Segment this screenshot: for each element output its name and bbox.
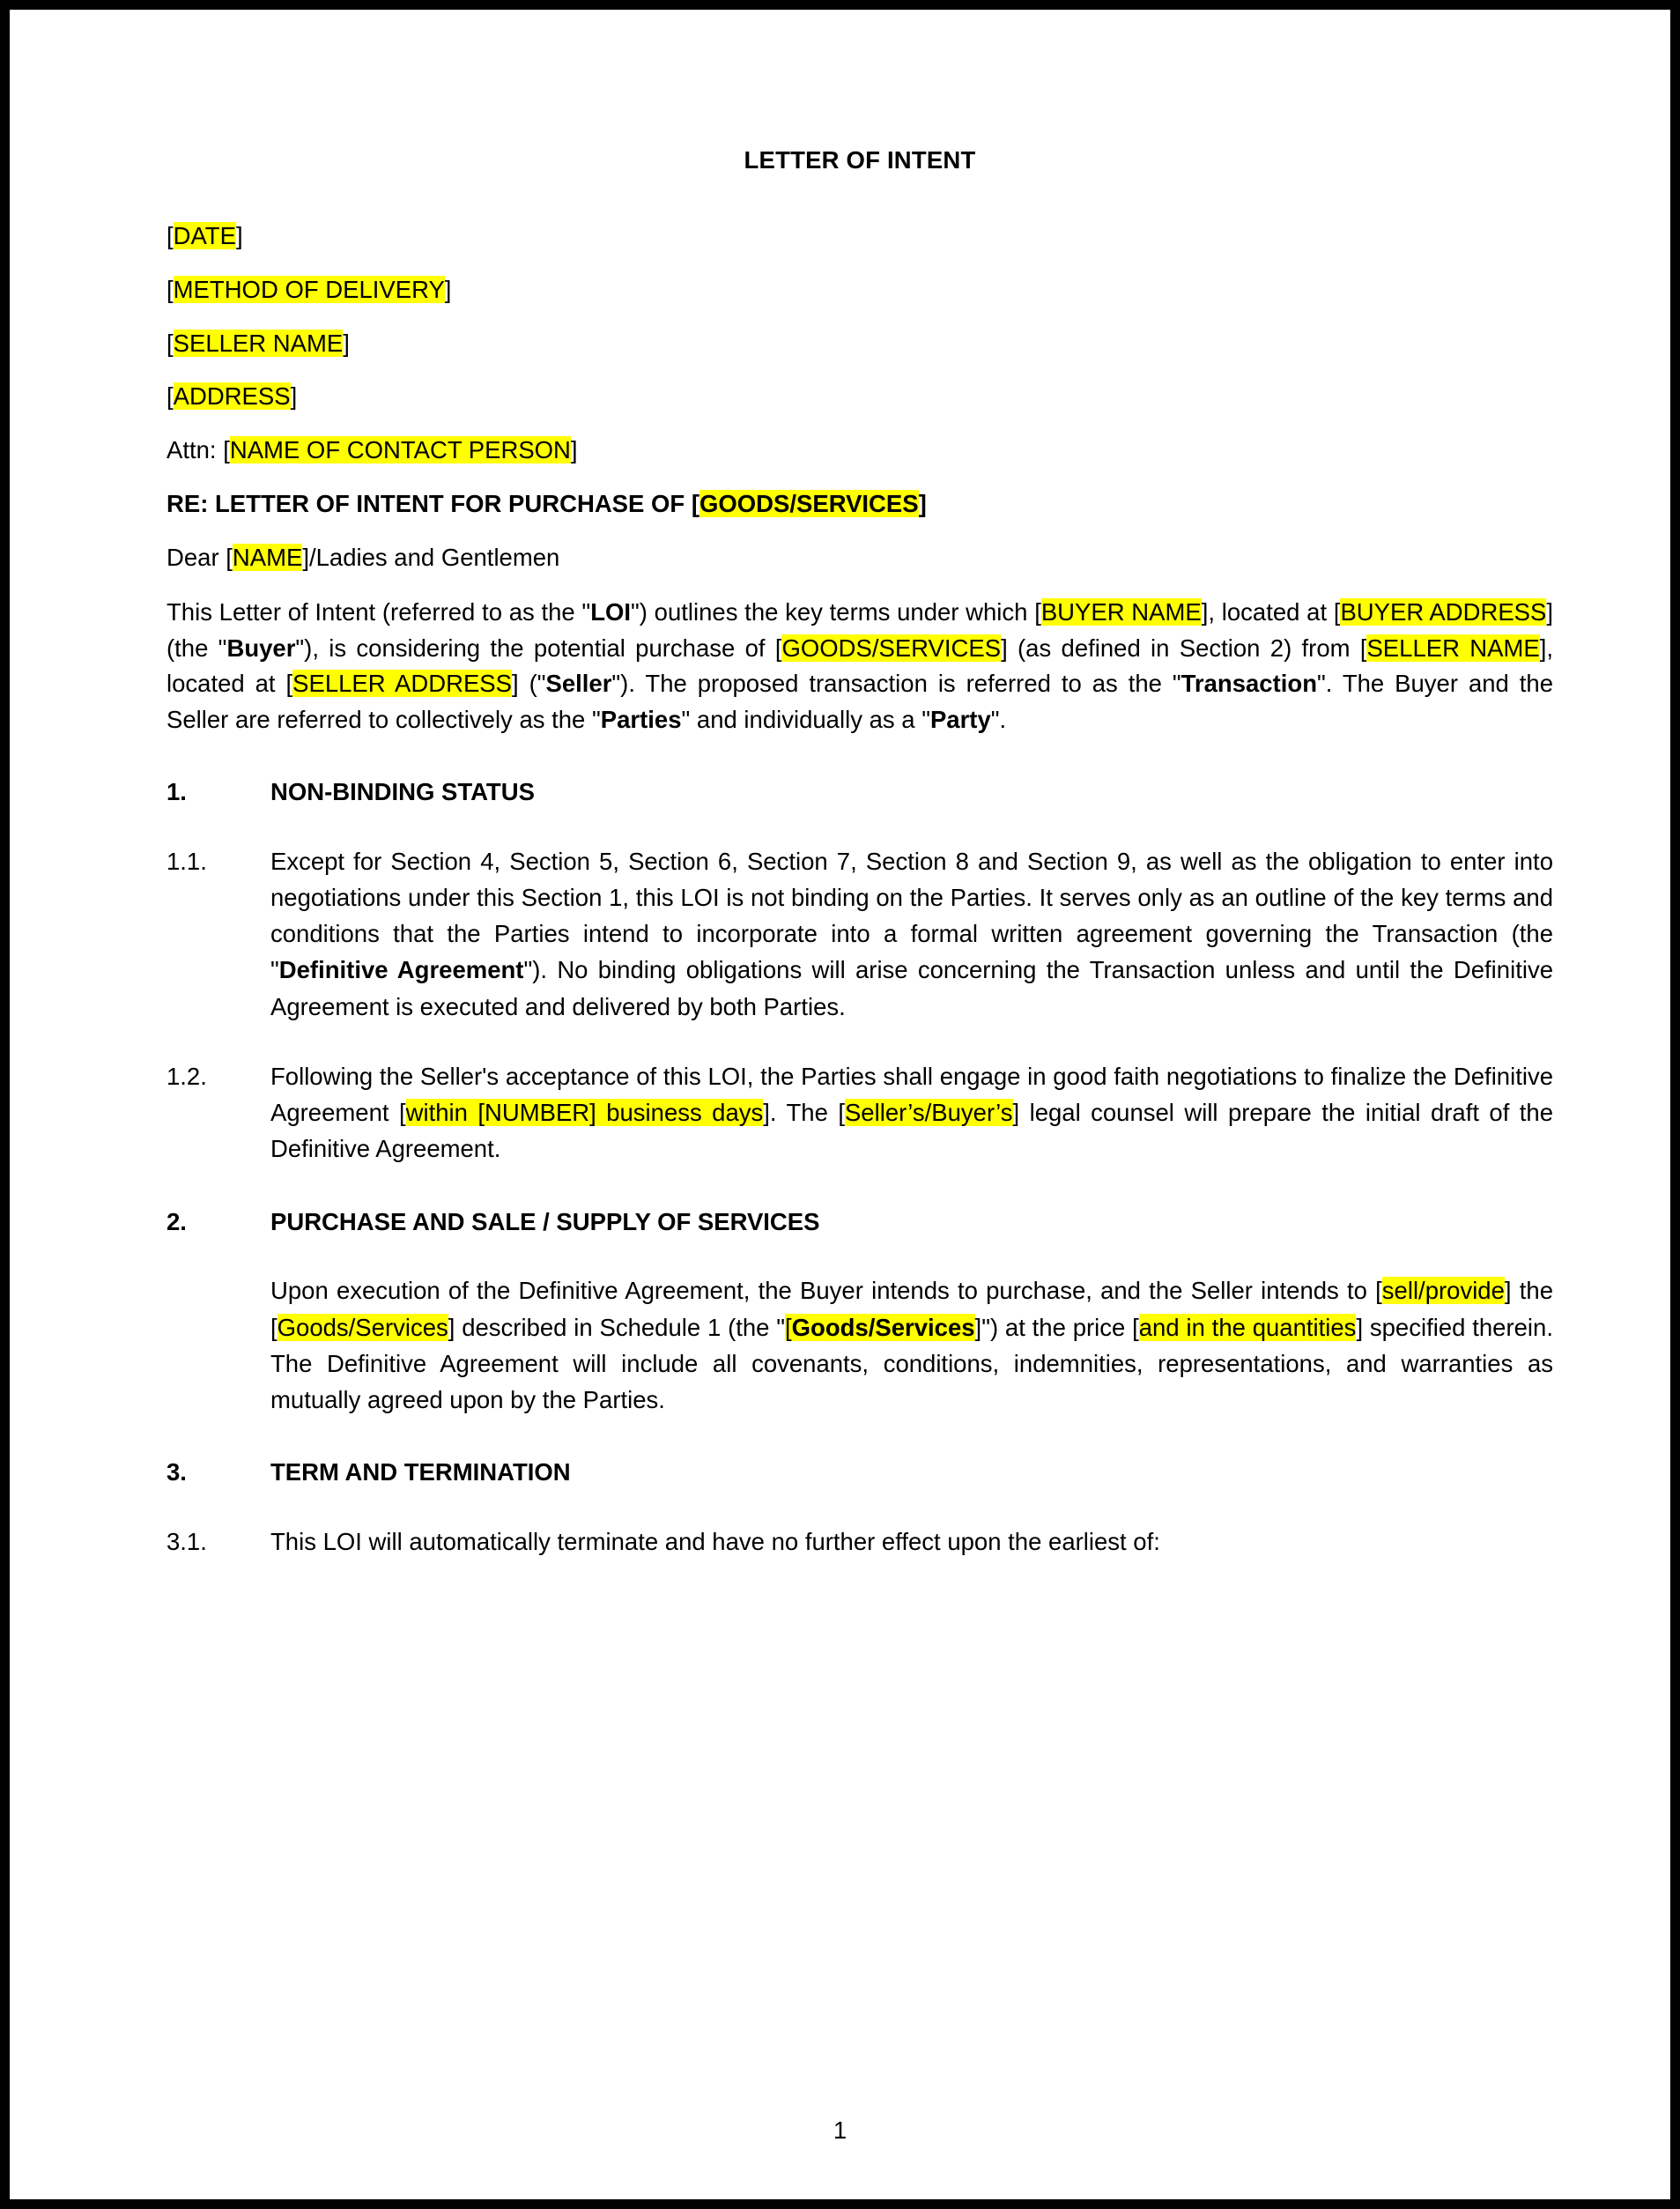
salutation-line — [167, 542, 1553, 574]
bracket-open: [ — [774, 634, 782, 662]
seller-buyer-counsel-placeholder: Seller’s/Buyer’s — [844, 1099, 1013, 1127]
bracket-close: ] — [1504, 1277, 1512, 1305]
buyer-name-placeholder: BUYER NAME — [1040, 598, 1202, 626]
buyer-defined-term: Buyer — [226, 634, 296, 662]
clause-text-part-2: "). No binding obligations will arise concerning the Transaction unless and until the Definitive Agreement is executed and delivered by both Parties. — [270, 956, 1553, 1020]
section-number: 2. — [167, 1207, 187, 1235]
clause-text-part-1: Except for Section 4, Section 5, Section 6, Section 7, Section 8 and Section 9, as well as the obligation to enter into negotiations under this Section 1, this LOI is not binding on the Parties. It serves only as an outline of the key terms and conditions that the Parties intend to incorporate into a formal written agreement governing the Transaction (the " — [270, 847, 1553, 984]
clause-text-part-3: legal counsel will prepare the initial draft of the Definitive Agreement. — [270, 1099, 1554, 1163]
section-2-text-4: ") at the price — [981, 1313, 1133, 1341]
bracket-open: [ — [1034, 598, 1041, 626]
section-2-text-5: specified therein. The Definitive Agreement will include all covenants, conditions, indemnities, representations, and warranties as mutually agreed upon by the Parties. — [270, 1313, 1553, 1414]
buyer-address-placeholder: BUYER ADDRESS — [1340, 598, 1547, 626]
goods-services-placeholder: GOODS/SERVICES — [781, 634, 1002, 662]
business-days-placeholder: within [NUMBER] business days — [405, 1099, 764, 1127]
sell-provide-placeholder: sell/provide — [1381, 1277, 1505, 1305]
clause-text — [270, 1058, 1553, 1168]
section-title: TERM AND TERMINATION — [270, 1458, 571, 1486]
address-line — [167, 381, 1553, 412]
seller-defined-term: Seller — [545, 670, 612, 698]
date-placeholder: DATE — [173, 222, 236, 249]
bracket-close: ] — [302, 543, 309, 571]
party-defined-term: Party — [929, 705, 991, 733]
seller-address-placeholder: SELLER ADDRESS — [292, 670, 512, 698]
page-number: 1 — [833, 2116, 847, 2144]
section-2-text-3: described in Schedule 1 (the " — [455, 1313, 786, 1341]
intro-text-10: ". The Buyer and the Seller are referred to collectively as the " — [167, 670, 1553, 733]
clause-text-part-1: Following the Seller's acceptance of this LOI, the Parties shall engage in good faith negotiations to finalize the Definitive Agreement — [270, 1062, 1553, 1127]
clause-number: 3.1. — [167, 1528, 207, 1556]
clause-text — [270, 843, 1553, 1025]
section-2-body — [270, 1272, 1553, 1418]
salutation-prefix: Dear — [167, 543, 226, 571]
bracket-close: ] — [1012, 1099, 1020, 1127]
quantities-placeholder: and in the quantities — [1138, 1313, 1357, 1341]
intro-text-9: "). The proposed transaction is referred to as the " — [611, 670, 1181, 698]
bracket-open: [ — [167, 382, 174, 411]
page-content — [10, 10, 1670, 2199]
salutation-suffix: /Ladies and Gentlemen — [308, 543, 560, 571]
bracket-open: [ — [285, 670, 293, 698]
clause-text: This LOI will automatically terminate and have no further effect upon the earliest of: — [270, 1528, 1160, 1556]
bracket-close: ] — [1001, 634, 1008, 662]
intro-text-7: , located at — [167, 634, 1553, 698]
attn-line — [167, 434, 1553, 466]
bracket-close: ] — [763, 1099, 770, 1127]
clause-text-part-2: . The — [769, 1099, 839, 1127]
intro-text-12: ". — [990, 705, 1007, 733]
bracket-close: ] — [570, 436, 578, 463]
bracket-close: ] — [290, 382, 298, 411]
bracket-open: [ — [167, 222, 174, 249]
section-2-text-2: the — [1511, 1277, 1553, 1305]
re-prefix: RE: LETTER OF INTENT FOR PURCHASE OF — [167, 489, 692, 517]
bracket-open: [ — [838, 1099, 845, 1127]
section-heading-1 — [167, 776, 1553, 808]
intro-text-3: , located at — [1208, 598, 1334, 626]
bracket-close: ] — [1201, 598, 1209, 626]
bracket-open: [ — [398, 1099, 406, 1127]
section-title: NON-BINDING STATUS — [270, 777, 535, 805]
bracket-open: [ — [691, 489, 700, 517]
bracket-open: [ — [223, 436, 230, 463]
seller-name-placeholder: SELLER NAME — [1366, 634, 1540, 662]
date-line — [167, 220, 1553, 252]
parties-defined-term: Parties — [600, 705, 682, 733]
section-2-text-1: Upon execution of the Definitive Agreement, the Buyer intends to purchase, and the Seller intends to — [270, 1277, 1376, 1305]
bracket-close: ] — [1356, 1313, 1364, 1341]
bracket-open: [ — [1333, 598, 1341, 626]
section-heading-2 — [167, 1206, 1553, 1238]
bracket-open: [ — [167, 329, 174, 357]
intro-text-6: (as defined in Section 2) from — [1007, 634, 1360, 662]
bracket-open: [ — [270, 1313, 278, 1341]
re-goods-services-placeholder: GOODS/SERVICES — [699, 489, 919, 517]
clause-1-2 — [167, 1058, 1553, 1168]
bracket-close: ] — [444, 275, 452, 303]
bracket-close: ] — [1546, 598, 1553, 626]
seller-name-line — [167, 328, 1553, 360]
clause-number: 1.2. — [167, 1062, 207, 1090]
method-of-delivery-line — [167, 274, 1553, 306]
bracket-close: ] — [1539, 634, 1547, 662]
goods-services-placeholder: Goods/Services — [277, 1313, 448, 1341]
bracket-open: [ — [785, 1313, 792, 1341]
method-of-delivery-placeholder: METHOD OF DELIVERY — [173, 275, 445, 303]
intro-text-2: ") outlines the key terms under which — [631, 598, 1035, 626]
bracket-open: [ — [226, 543, 233, 571]
clause-number: 1.1. — [167, 847, 207, 875]
bracket-close: ] — [343, 329, 350, 357]
bracket-open: [ — [1375, 1277, 1382, 1305]
definitive-agreement-defined-term: Definitive Agreement — [278, 956, 524, 984]
section-number: 1. — [167, 777, 187, 805]
loi-defined-term: LOI — [590, 598, 632, 626]
bracket-open: [ — [1132, 1313, 1139, 1341]
intro-text-8: (" — [518, 670, 546, 698]
attn-label: Attn: — [167, 436, 224, 463]
bracket-close: ] — [512, 670, 519, 698]
bracket-close: ] — [918, 489, 927, 517]
intro-text-11: " and individually as a " — [681, 705, 930, 733]
clause-1-1 — [167, 843, 1553, 1025]
re-line — [167, 488, 1553, 520]
transaction-defined-term: Transaction — [1180, 670, 1317, 698]
goods-services-defined-term: Goods/Services — [791, 1313, 975, 1341]
section-title: PURCHASE AND SALE / SUPPLY OF SERVICES — [270, 1207, 820, 1235]
intro-text-4: (the " — [167, 634, 227, 662]
bracket-open: [ — [167, 275, 174, 303]
bracket-close: ] — [974, 1313, 982, 1341]
page-title: LETTER OF INTENT — [744, 146, 976, 174]
page-footer — [10, 2116, 1670, 2145]
bracket-open: [ — [1359, 634, 1367, 662]
section-heading-3 — [167, 1457, 1553, 1488]
intro-text-5: "), is considering the potential purchase of — [295, 634, 775, 662]
address-placeholder: ADDRESS — [173, 382, 291, 411]
intro-text-1: This Letter of Intent (referred to as the " — [167, 598, 591, 626]
section-number: 3. — [167, 1458, 187, 1486]
clause-3-1 — [167, 1523, 1553, 1560]
intro-paragraph — [167, 595, 1553, 738]
salutation-name-placeholder: NAME — [232, 543, 303, 571]
bracket-close: ] — [448, 1313, 455, 1341]
bracket-close: ] — [235, 222, 243, 249]
contact-person-placeholder: NAME OF CONTACT PERSON — [229, 436, 571, 463]
seller-name-placeholder: SELLER NAME — [173, 329, 344, 357]
